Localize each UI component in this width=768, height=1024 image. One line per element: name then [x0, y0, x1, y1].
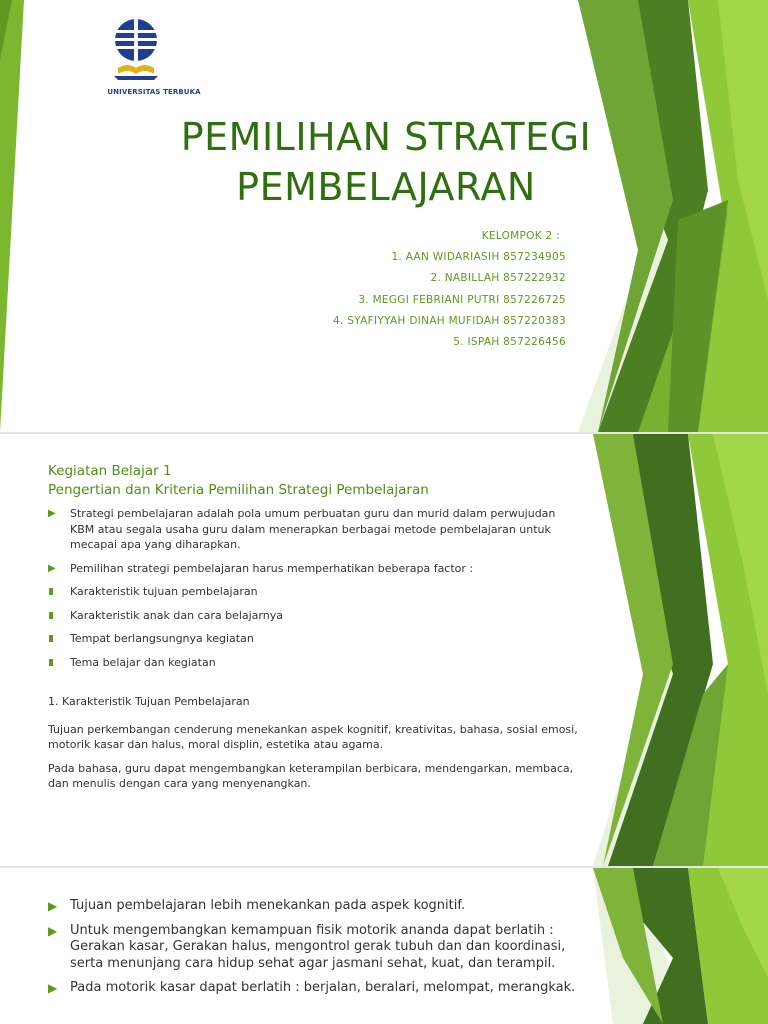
triangle-bullet-icon: ▶ [48, 562, 56, 574]
left-green-bar [0, 0, 30, 432]
sub-list-item: Karakteristik anak dan cara belajarnya [48, 608, 578, 624]
title-slide [0, 0, 768, 432]
triangle-bullet-icon: ▶ [48, 923, 58, 938]
content-slide-2 [0, 868, 768, 1024]
list-item: ▶ Pada motorik kasar dapat berlatih : berjalan, beralari, melompat, merangkak. [48, 980, 576, 995]
list-item: ▶ Tujuan pembelajaran lebih menekankan pada aspek kognitif. [48, 898, 466, 913]
group-label: KELOMPOK 2 : [481, 230, 560, 242]
heading-line-2: Pengertian dan Kriteria Pemilihan Strategi Pembelajaran [48, 482, 429, 498]
green-facet-decoration [593, 434, 768, 866]
sub-list-item: Tempat berlangsungnya kegiatan [48, 631, 578, 647]
title-line-1: PEMILIHAN STRATEGI [180, 115, 592, 159]
section-title: 1. Karakteristik Tujuan Pembelajaran [48, 695, 250, 708]
slide-title [176, 112, 596, 212]
slide-body [48, 898, 578, 1005]
square-bullet-icon [49, 659, 53, 666]
member-4: 4. SYAFIYYAH DINAH MUFIDAH 857220383 [333, 314, 566, 327]
content-slide-1 [0, 434, 768, 866]
green-facet-decoration [593, 868, 768, 1024]
list-item: ▶ Untuk mengembangkan kemampuan fisik motorik ananda dapat berlatih : Gerakan kasar, Gerakan halus, mengontrol gerak tubuh dan dan koordinasi, serta menunjang cara hidup sehat agar jasmani sehat, kuat, dan terampil. [48, 922, 566, 971]
title-line-2: PEMBELAJARAN [236, 165, 536, 209]
universitas-terbuka-logo [104, 18, 204, 88]
green-facet-decoration [578, 0, 768, 432]
square-bullet-icon [49, 635, 53, 642]
sub-list-item: Tema belajar dan kegiatan [48, 655, 578, 671]
triangle-bullet-icon: ▶ [48, 899, 58, 913]
sub-list-item: Karakteristik tujuan pembelajaran [48, 584, 578, 600]
square-bullet-icon [49, 612, 53, 619]
paragraph-2: Pada bahasa, guru dapat mengembangkan keterampilan berbicara, mendengarkan, membaca, dan menulis dengan cara yang menyenangkan. [48, 761, 574, 790]
member-3: 3. MEGGI FEBRIANI PUTRI 857226725 [358, 293, 566, 306]
group-members [333, 226, 566, 353]
list-item: ▶ Pemilihan strategi pembelajaran harus memperhatikan beberapa factor : [48, 561, 474, 575]
member-5: 5. ISPAH 857226456 [453, 336, 566, 349]
paragraph-1: Tujuan perkembangan cenderung menekankan aspek kognitif, kreativitas, bahasa, sosial emosi, motorik kasar dan halus, moral displin, estetika atau agama. [48, 722, 578, 751]
member-2: 2. NABILLAH 857222932 [430, 272, 566, 285]
triangle-bullet-icon: ▶ [48, 981, 58, 995]
list-item: ▶ Strategi pembelajaran adalah pola umum perbuatan guru dan murid dalam perwujudan KBM atau segala usaha guru dalam menerapkan berbagai metode pembelajaran untuk mecapai apa yang diharapkan. [48, 507, 556, 551]
triangle-bullet-icon: ▶ [48, 508, 56, 519]
logo-caption: UNIVERSITAS TERBUKA [107, 88, 201, 96]
member-1: 1. AAN WIDARIASIH 857234905 [391, 251, 566, 264]
slide-body [48, 506, 578, 800]
heading-line-1: Kegiatan Belajar 1 [48, 463, 172, 479]
slide-heading [48, 462, 429, 500]
square-bullet-icon [49, 588, 53, 595]
